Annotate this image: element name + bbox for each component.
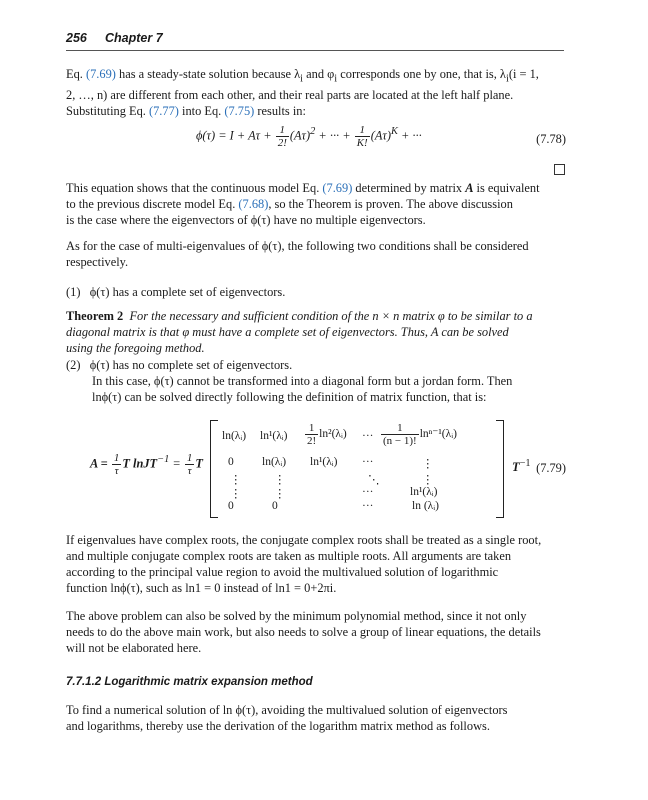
equation-number: (7.79) xyxy=(536,461,566,475)
list-item-1: (1) ϕ(τ) has a complete set of eigenvectors. xyxy=(66,285,286,299)
paragraph-complex-roots: If eigenvalues have complex roots, the conjugate complex roots shall be treated as a single root, and multiple conjugate complex roots are taken as multiple roots. All arguments are taken according to the principal value region to avoid the multivalued solution of logarithmic function lnϕ(τ), such as ln1 = 0 instead of ln1 = 0+2πi. xyxy=(66,533,542,595)
paragraph-steady-state: Eq. (7.69) has a steady-state solution because $\lambda_i$ and $\varphi_i$ corresponds one by one, that is, $\lambda_i(i = 1$, 2, …, n) are different from each other, and their real parts are located at the left half plane. Substituting Eq. (7.77) into Eq. (7.75) results in: xyxy=(66,67,539,119)
ref-7-75-link[interactable]: (7.75) xyxy=(224,104,255,119)
chapter-label: Chapter 7 xyxy=(105,31,163,45)
ref-7-68-link[interactable]: (7.68) xyxy=(238,197,269,211)
paragraph-numerical-solution: To find a numerical solution of ln ϕ(τ), avoiding the multivalued solution of eigenvectors and logarithms, thereby use the derivation of the logarithm matrix method as follows. xyxy=(66,703,508,733)
page-header xyxy=(66,28,564,51)
page-number: 256 xyxy=(66,31,87,45)
ref-7-69-link[interactable]: (7.69) xyxy=(85,67,116,81)
paragraph-multi-eigenvalues: As for the case of multi-eigenvalues of ϕ(τ), the following two conditions shall be considered respectively. xyxy=(66,239,529,269)
paragraph-continuous-model: This equation shows that the continuous model Eq. (7.69) determined by matrix A is equivalent to the previous discrete model Eq. (7.68), so the Theorem is proven. The above discussion is the case where the eigenvectors of ϕ(τ) have no multiple eigenvectors. xyxy=(66,181,540,227)
section-heading: 7.7.1.2 Logarithmic matrix expansion method xyxy=(66,676,313,688)
equation-number: (7.78) xyxy=(536,132,566,146)
ref-7-69-link[interactable]: (7.69) xyxy=(322,181,353,195)
theorem-2: Theorem 2 For the necessary and sufficient condition of the n × n matrix φ to be similar to a diagonal matrix is that φ must have a complete set of eigenvectors. Thus, A can be solved using the foregoing method. xyxy=(66,309,533,355)
ref-7-77-link[interactable]: (7.77) xyxy=(148,104,179,119)
jordan-log-matrix: ln(λᵢ) ln¹(λᵢ) $\frac{1}{2!}$ ln²(λᵢ) ··· $\frac{1}{(n - 1)!}$ lnⁿ⁻¹(λᵢ) 0 ln(λᵢ) ln¹(λᵢ) ··· ⋮ ⋮ ⋮ ⋱ ⋮ ⋮ ⋮ ··· ln¹(λᵢ) 0 0 ··· ln (λᵢ) xyxy=(210,420,504,516)
list-item-2: (2) ϕ(τ) has no complete set of eigenvectors. In this case, ϕ(τ) cannot be transformed into a diagonal form but a jordan form. Then lnϕ(τ) can be solved directly following the definition of matrix function, that is: xyxy=(66,358,513,404)
theorem-title: Theorem 2 xyxy=(66,309,124,323)
qed-square-icon xyxy=(554,164,565,175)
paragraph-minimum-polynomial: The above problem can also be solved by the minimum polynomial method, since it not only needs to do the above main work, but also needs to solve a group of linear equations, the details will not be elaborated here. xyxy=(66,609,541,655)
